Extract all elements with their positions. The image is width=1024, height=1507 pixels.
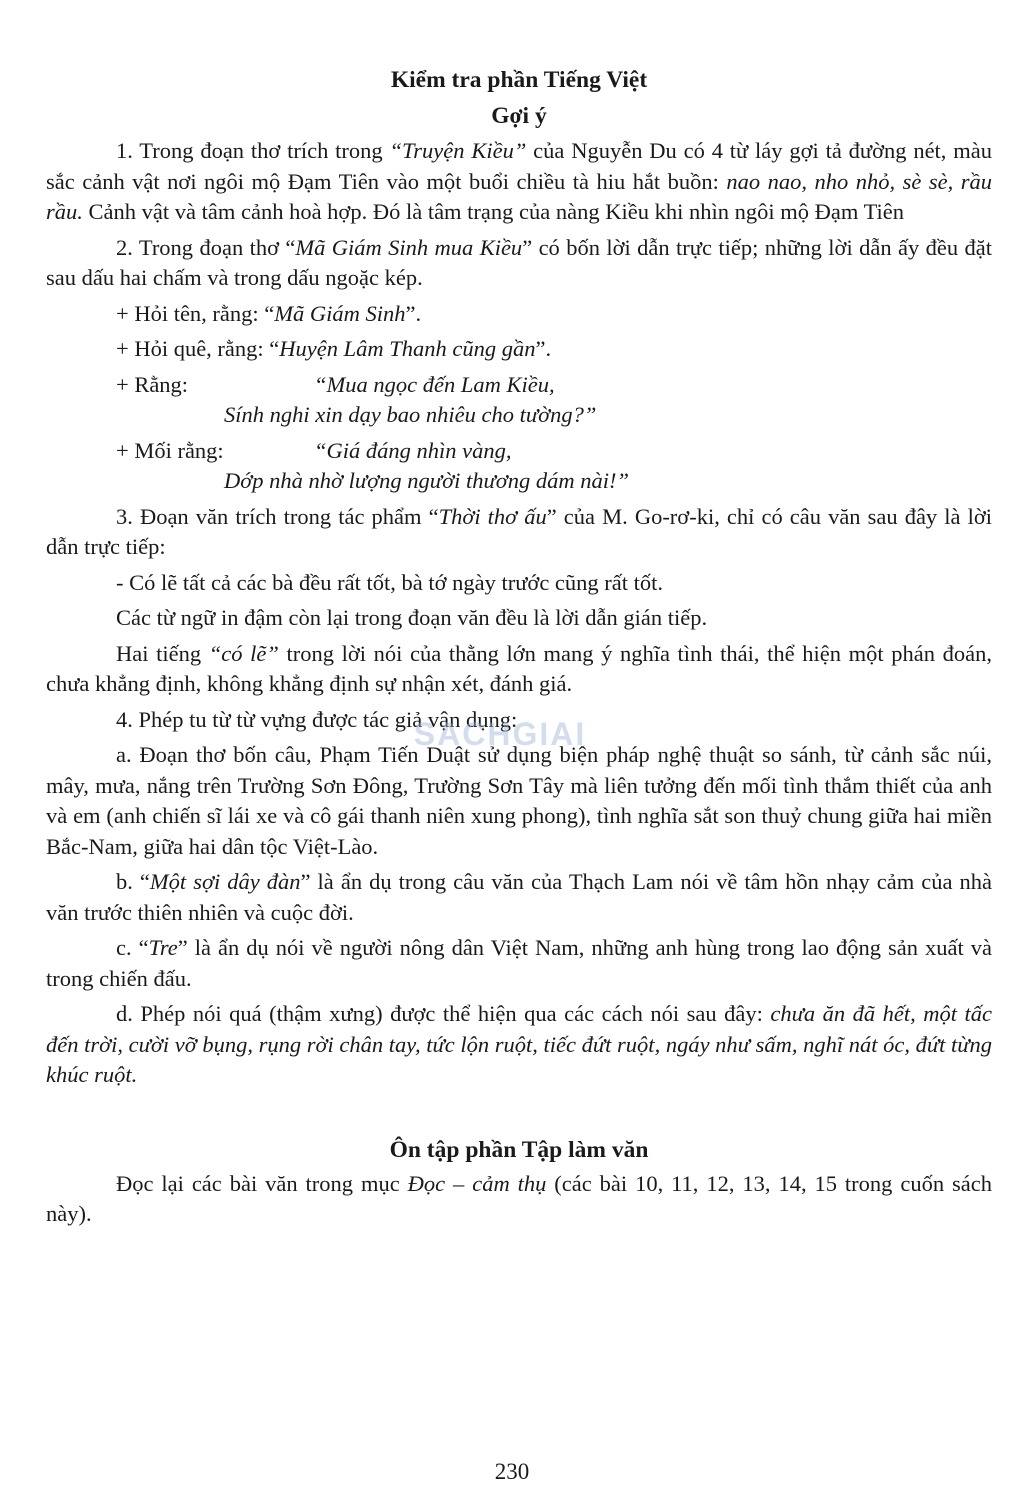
quote-item-1 xyxy=(46,299,992,330)
watermark-logo: SACHGIAI xyxy=(413,716,587,752)
text-run: của Nguyễn Du có 4 từ láy gợi tả đường nét, màu sắc cảnh vật nơi ngôi mộ Đạm Tiên vào một buổi chiều tà hiu hắt buồn: xyxy=(46,138,992,194)
text-run: + Hỏi tên, rằng: “ xyxy=(116,300,275,326)
text-run: 2. Trong đoạn thơ “ xyxy=(116,234,296,260)
text-run: ” của M. Go-rơ-ki, chỉ có câu văn sau đây là lời dẫn trực tiếp: xyxy=(46,503,992,559)
paragraph-4c xyxy=(46,933,992,994)
verse-line: Sính nghi xin dạy bao nhiêu cho tường?” xyxy=(224,402,597,427)
text-run: ”. xyxy=(535,336,552,361)
text-run: d. Phép nói quá (thậm xưng) được thể hiện qua các cách nói sau đây: xyxy=(116,1001,771,1026)
italic-quote: Huyện Lâm Thanh cũng gần xyxy=(279,336,536,361)
text-run: ”. xyxy=(405,300,422,326)
text-run: c. “ xyxy=(116,935,149,960)
paragraph-4b xyxy=(46,867,992,928)
quote-label: + Rằng: xyxy=(116,371,189,397)
page-number: 230 xyxy=(494,1459,530,1484)
text-run: 3. Đoạn văn trích trong tác phẩm “ xyxy=(116,503,439,529)
verse-block xyxy=(224,436,629,497)
paragraph-3-tail xyxy=(46,639,992,700)
page-content xyxy=(46,62,992,1230)
direct-quote: - Có lẽ tất cả các bà đều rất tốt, bà tớ ngày trước cũng rất tốt. xyxy=(116,569,664,595)
text-run: Đọc lại các bài văn trong mục xyxy=(116,1170,408,1196)
text-run: b. “ xyxy=(116,869,150,894)
quote-item-4 xyxy=(46,436,992,497)
italic-words: nao nao, nho nhỏ, sè sè, rầu rầu. xyxy=(46,168,992,224)
paragraph-4d xyxy=(46,999,992,1091)
quote-item-3 xyxy=(46,370,992,431)
section-subtitle: Gợi ý xyxy=(491,103,547,129)
verse-line: Dớp nhà nhờ lượng người thương dám nài!” xyxy=(224,468,629,493)
italic-words: “có lẽ” xyxy=(208,640,279,666)
page-title: Kiểm tra phần Tiếng Việt xyxy=(390,67,648,93)
verse-line: “Mua ngọc đến Lam Kiều, xyxy=(314,371,555,397)
italic-title: Thời thơ ấu xyxy=(438,503,547,529)
paragraph-2 xyxy=(46,233,992,294)
italic-words: Một sợi dây đàn xyxy=(149,869,301,894)
text-run: Hai tiếng xyxy=(116,640,209,666)
paragraph-3-note: Các từ ngữ in đậm còn lại trong đoạn văn đều là lời dẫn gián tiếp. xyxy=(116,605,708,630)
quote-label: + Mối rằng: xyxy=(116,437,224,463)
text-run: 1. Trong đoạn thơ trích trong xyxy=(116,138,390,163)
text-run: (các bài 10, 11, 12, 13, 14, 15 trong cuốn sách này). xyxy=(46,1170,992,1226)
paragraph-4a: a. Đoạn thơ bốn câu, Phạm Tiến Duật sử dụng biện pháp nghệ thuật so sánh, từ cảnh sắc núi, mây, mưa, nắng trên Trường Sơn Đông, Trường Sơn Tây mà liên tưởng đến mối tình thắm thiết của anh và em (anh chiến sĩ lái xe và cô gái thanh niên xung phong), tình nghĩa sắt son thuỷ chung giữa hai miền Bắc-Nam, giữa hai dân tộc Việt-Lào. xyxy=(46,742,992,859)
verse-line: “Giá đáng nhìn vàng, xyxy=(314,437,512,463)
text-run: + Hỏi quê, rằng: “ xyxy=(116,336,280,361)
section-2-paragraph xyxy=(46,1169,992,1230)
section-2-title: Ôn tập phần Tập làm văn xyxy=(389,1136,649,1163)
text-run: trong lời nói của thằng lớn mang ý nghĩa tình thái, thể hiện một phán đoán, chưa khẳng định, không khẳng định sự nhận xét, đánh giá. xyxy=(46,640,992,696)
italic-quote: Mã Giám Sinh xyxy=(274,300,406,326)
quote-item-2 xyxy=(46,334,992,365)
italic-title: “Truyện Kiều” xyxy=(389,138,527,163)
italic-title: Mã Giám Sinh mua Kiều xyxy=(295,234,523,260)
verse-block xyxy=(224,370,597,431)
italic-words: Tre xyxy=(148,935,178,960)
text-run: Cảnh vật và tâm cảnh hoà hợp. Đó là tâm trạng của nàng Kiều khi nhìn ngôi mộ Đạm Tiên xyxy=(82,199,905,224)
paragraph-4: 4. Phép tu từ từ vựng được tác giả vận dụng: xyxy=(116,706,518,732)
italic-words: chưa ăn đã hết, một tấc đến trời, cười vỡ bụng, rụng rời chân tay, tức lộn ruột, tiếc đứt ruột, ngáy như sấm, nghĩ nát óc, đứt từng khúc ruột. xyxy=(46,1001,992,1087)
paragraph-1 xyxy=(46,136,992,228)
paragraph-3 xyxy=(46,502,992,563)
text-run: ” có bốn lời dẫn trực tiếp; những lời dẫn ấy đều đặt sau dấu hai chấm và trong dấu ngoặc kép. xyxy=(46,234,992,290)
text-run: ” là ẩn dụ trong câu văn của Thạch Lam nói về tâm hồn nhạy cảm của nhà văn trước thiên nhiên và cuộc đời. xyxy=(46,869,993,925)
italic-words: Đọc – cảm thụ xyxy=(407,1170,547,1196)
text-run: ” là ẩn dụ nói về người nông dân Việt Nam, những anh hùng trong lao động sản xuất và trong chiến đấu. xyxy=(46,935,992,991)
